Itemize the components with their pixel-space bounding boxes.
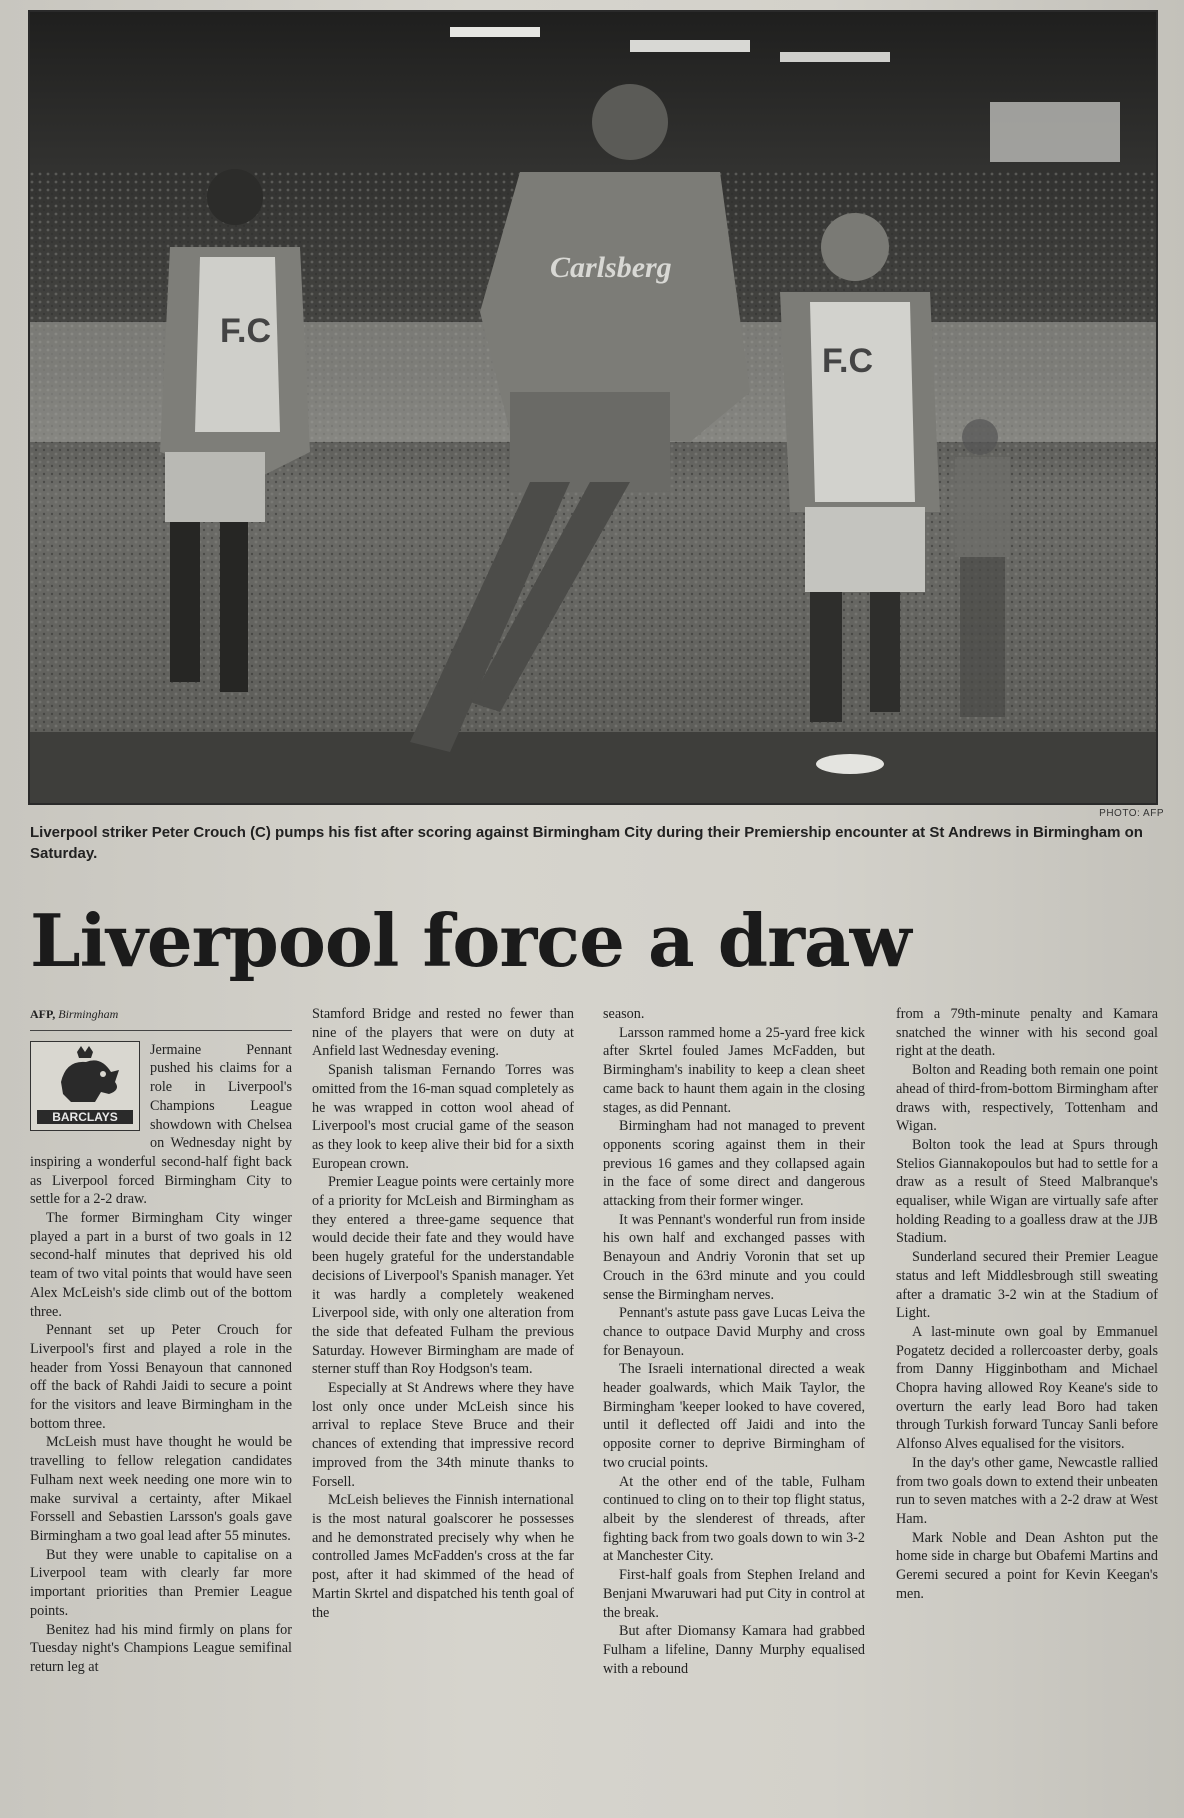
paragraph: First-half goals from Stephen Ireland and Benjani Mwaruwari had put City in control at the break. — [603, 1567, 865, 1621]
paragraph: Benitez had his mind firmly on plans for Tuesday night's Champions League semifinal return leg at — [30, 1621, 292, 1675]
paragraph: Birmingham had not managed to prevent opponents scoring against them in their previous 16 games and they collapsed again in the face of some direct and dangerous attacking from their former winger. — [603, 1118, 865, 1210]
paragraph: season. — [603, 1006, 645, 1022]
paragraph: In the day's other game, Newcastle rallied from two goals down to extend their unbeaten run to seven matches with a 2-2 draw at West Ham. — [896, 1454, 1158, 1527]
paragraph: McLeish must have thought he would be travelling to fellow relegation candidates Fulham next week needing one more win to make survival a certainty, after Mikael Forssell and Sebastien Larsson's goals gave Birmingham a two goal lead after 55 minutes. — [30, 1434, 292, 1544]
paragraph: A last-minute own goal by Emmanuel Pogatetz decided a rollercoaster derby, goals from Danny Higginbotham and Michael Chopra having allowed Roy Keane's side to overturn the early lead Boro had taken through Turkish forward Tuncay Sanli before Alfonso Alves equalised for the visitors. — [896, 1323, 1158, 1453]
shirt-text-center: Carlsberg — [550, 251, 672, 284]
paragraph: Bolton and Reading both remain one point ahead of third-from-bottom Birmingham after draws with, respectively, Tottenham and Wigan. — [896, 1062, 1158, 1135]
photo-caption: Liverpool striker Peter Crouch (C) pumps his fist after scoring against Birmingham City during their Premiership encounter at St Andrews in Birmingham on Saturday. — [30, 824, 1143, 862]
paragraph: Premier League points were certainly more of a priority for McLeish and Birmingham as they entered a three-game sequence that would decide their fate and they would have been hugely grateful for the understandable decisions of Liverpool's Spanish manager. Yet it was hardly a completely weakened Liverpool side, with only one alteration from the side that defeated Fulham the previous Saturday. However Birmingham are made of sterner stuff than Roy Hodgson's team. — [312, 1174, 574, 1378]
article-column-1 — [30, 1005, 292, 1677]
paragraph: Spanish talisman Fernando Torres was omitted from the 16-man squad completely as he was wrapped in cotton wool ahead of Liverpool's most crucial game of the season as they look to keep alive their bid for a sixth European crown. — [312, 1062, 574, 1172]
dateline-agency: AFP, — [30, 1007, 56, 1021]
paragraph: from a 79th-minute penalty and Kamara snatched the winner with his second goal right at the death. — [896, 1006, 1158, 1060]
paragraph: At the other end of the table, Fulham continued to cling on to their top flight status, albeit by the slenderest of threads, after fighting back from two goals down to win 3-2 at Manchester City. — [603, 1473, 865, 1565]
paragraph: But they were unable to capitalise on a Liverpool team with clearly far more important priorities than Premier League points. — [30, 1546, 292, 1619]
paragraph: It was Pennant's wonderful run from inside his own half and exchanged passes with Benayoun and Andriy Voronin that set up Crouch in the 63rd minute and you could sense the Birmingham nerves. — [603, 1211, 865, 1303]
shirt-text-right: F.C — [822, 342, 873, 380]
paragraph: Stamford Bridge and rested no fewer than nine of the players that were on duty at Anfield last Wednesday evening. — [312, 1006, 574, 1060]
photo-credit: PHOTO: AFP — [1099, 808, 1164, 819]
paragraph: The former Birmingham City winger played a part in a burst of two goals in 12 second-half minutes that deprived his old team of two vital points that would have seen Alex McLeish's side climb out of the bottom three. — [30, 1210, 292, 1320]
paragraph: Larsson rammed home a 25-yard free kick after Skrtel fouled James McFadden, but Birmingham's inability to keep a clean sheet came back to haunt them again in the closing stages, as did Pennant. — [603, 1024, 865, 1116]
paragraph: Mark Noble and Dean Ashton put the home side in charge but Obafemi Martins and Geremi secured a point for Kevin Keegan's men. — [896, 1529, 1158, 1602]
article-body — [30, 1005, 1170, 1810]
paragraph: Especially at St Andrews where they have lost only once under McLeish since his arrival to replace Steve Bruce and their chances of extending that impressive record improved from the 34th minute thanks to Forsell. — [312, 1380, 574, 1490]
paragraph: McLeish believes the Finnish international is the most natural goalscorer he possesses and he demonstrated precisely why when he controlled James McFadden's cross at the far post, after it had skimmed of the head of Martin Skrtel and dispatched his tenth goal of the — [312, 1492, 574, 1621]
paragraph: Bolton took the lead at Spurs through Stelios Giannakopoulos but had to settle for a draw as a result of Steed Malbranque's equaliser, while Wigan are virtually safe after holding Reading to a goalless draw at the JJB Stadium. — [896, 1136, 1158, 1247]
match-photo — [28, 10, 1158, 805]
dateline-place: Birmingham — [58, 1007, 119, 1021]
logo-label: BARCLAYS — [37, 1110, 133, 1124]
article-column-3 — [603, 1005, 865, 1678]
paragraph: Pennant's astute pass gave Lucas Leiva the chance to outpace David Murphy and cross for Benayoun. — [603, 1305, 865, 1359]
paragraph: Sunderland secured their Premier League status and left Middlesbrough still sweating after a dramatic 3-2 win at the Stadium of Light. — [896, 1249, 1158, 1322]
premier-league-logo — [30, 1041, 140, 1131]
article-column-2 — [312, 1005, 574, 1622]
paragraph: Pennant set up Peter Crouch for Liverpool's first and played a role in the header from Yossi Benayoun that cannoned off the back of Rahdi Jaidi to secure a point for the visitors and leave Birmingham in the bottom three. — [30, 1322, 292, 1432]
dateline — [30, 1005, 292, 1031]
shirt-text-left: F.C — [220, 312, 271, 350]
paragraph: The Israeli international directed a weak header goalwards, which Maik Taylor, the Birmingham 'keeper looked to have covered, until it deflected off Jaidi and into the opposite corner to deprive Birmingham of two crucial points. — [603, 1361, 865, 1471]
headline: Liverpool force a draw — [30, 898, 911, 983]
photo-illustration — [30, 12, 1158, 805]
paragraph: Jermaine Pennant pushed his claims for a role in Liverpool's Champions League showdown with Chelsea on Wednesday night by inspiring a wonderful second-half fight back as Liverpool forced Birmingham City to settle for a 2-2 draw. — [30, 1041, 292, 1208]
paragraph: But after Diomansy Kamara had grabbed Fulham a lifeline, Danny Murphy equalised with a rebound — [603, 1623, 865, 1677]
article-column-4 — [896, 1005, 1158, 1604]
player-background — [955, 419, 1010, 717]
